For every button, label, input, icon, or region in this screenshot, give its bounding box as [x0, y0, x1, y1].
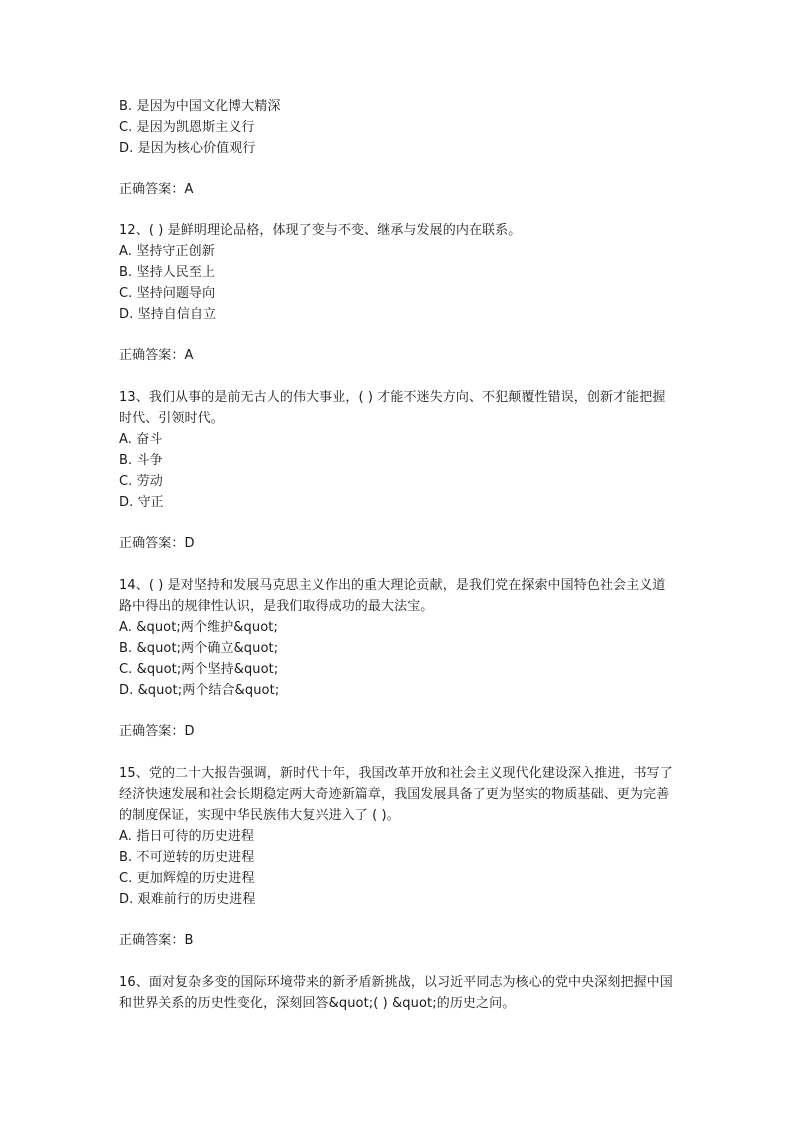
q13-option-a: A. 奋斗: [119, 432, 163, 447]
q12-option-a: A. 坚持守正创新: [119, 244, 215, 259]
q14-option-d: D. &quot;两个结合&quot;: [119, 683, 280, 698]
q12-option-b: B. 坚持人民至上: [119, 265, 216, 280]
q15-answer: 正确答案：B: [119, 933, 194, 948]
q13-question: 13、我们从事的是前无古人的伟大事业，( ) 才能不迷失方向、不犯颠覆性错误，创新才能把握时代、引领时代。: [119, 390, 666, 426]
q15-option-d: D. 艰难前行的历史进程: [119, 892, 256, 907]
q13-answer: 正确答案：D: [119, 536, 195, 551]
q11-option-b: B. 是因为中国文化博大精深: [119, 99, 281, 114]
q14-question: 14、( ) 是对坚持和发展马克思主义作出的重大理论贡献，是我们党在探索中国特色社会主义道路中得出的规律性认识，是我们取得成功的最大法宝。: [119, 578, 666, 614]
q15-option-c: C. 更加辉煌的历史进程: [119, 871, 255, 886]
q13-option-d: D. 守正: [119, 495, 164, 510]
q11-answer: 正确答案：A: [119, 182, 194, 197]
q15-option-b: B. 不可逆转的历史进程: [119, 850, 255, 865]
q14-answer: 正确答案：D: [119, 724, 195, 739]
q15-question: 15、党的二十大报告强调，新时代十年，我国改革开放和社会主义现代化建设深入推进，书写了经济快速发展和社会长期稳定两大奇迹新篇章，我国发展具备了更为坚实的物质基础、更为完善的制度保证，实现中华民族伟大复兴进入了 ( )。: [119, 766, 673, 823]
q11-option-c: C. 是因为凯恩斯主义行: [119, 120, 255, 135]
q12-question: 12、( ) 是鲜明理论品格，体现了变与不变、继承与发展的内在联系。: [119, 223, 522, 238]
q14-option-a: A. &quot;两个维护&quot;: [119, 620, 278, 635]
q12-option-c: C. 坚持问题导向: [119, 286, 216, 301]
q14-option-b: B. &quot;两个确立&quot;: [119, 641, 279, 656]
q15-option-a: A. 指日可待的历史进程: [119, 829, 255, 844]
q16-question: 16、面对复杂多变的国际环境带来的新矛盾新挑战，以习近平同志为核心的党中央深刻把握中国和世界关系的历史性变化，深刻回答&quot;( ) &quot;的历史之问。: [119, 975, 673, 1011]
q14-option-c: C. &quot;两个坚持&quot;: [119, 662, 279, 677]
q13-option-b: B. 斗争: [119, 453, 163, 468]
q12-answer: 正确答案：A: [119, 348, 194, 363]
q12-option-d: D. 坚持自信自立: [119, 307, 217, 322]
q13-option-c: C. 劳动: [119, 474, 163, 489]
q11-option-d: D. 是因为核心价值观行: [119, 141, 256, 156]
